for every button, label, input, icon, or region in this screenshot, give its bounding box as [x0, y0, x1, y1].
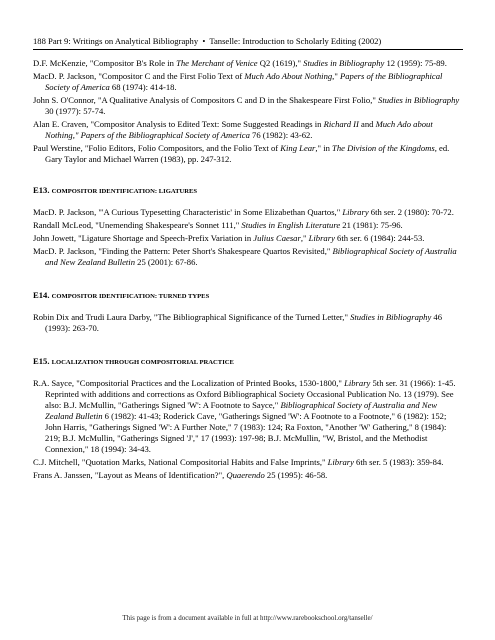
- entry-text: 6th ser. 5 (1983): 359-84.: [353, 457, 444, 467]
- entry-text: MacD. P. Jackson, "'A Curious Typesetting Characteristic' in Some Elizabethan Quartos,": [33, 207, 343, 217]
- entry-text: Frans A. Janssen, "Layout as Means of Identification?",: [33, 470, 227, 480]
- entry-italic-title: Studies in Bibliography: [378, 95, 460, 105]
- bibliography-entry: [33, 378, 463, 455]
- entry-text: 5th ser. 31 (1966): 1-45. Reprinted with additions and corrections as Oxford Bibliographical Society Occasional Publication No. 13 (1979). See also: B.J. McMullin, "Gatherings Signed 'W': A Footnote to Sayce,": [45, 378, 456, 410]
- entry-italic-title: Richard II: [323, 119, 359, 129]
- entry-text: ," in: [315, 143, 333, 153]
- entry-text: 68 (1974): 414-18.: [109, 82, 177, 92]
- intro-entries: [33, 58, 463, 165]
- section-title: LOCALIZATION THROUGH COMPOSITORIAL PRACTICE: [51, 359, 234, 366]
- entry-text: Robin Dix and Trudi Laura Darby, "The Bibliographical Significance of the Turned Letter,": [33, 312, 351, 322]
- entry-italic-title: Bibliographical Society of Australia and New Zealand Bulletin: [45, 400, 438, 421]
- entry-italic-title: Much Ado About Nothing: [244, 71, 333, 81]
- entry-text: Randall McLeod, "Unemending Shakespeare's Sonnet 111,": [33, 220, 242, 230]
- section-heading: [33, 185, 463, 197]
- entry-text: 21 (1981): 75-96.: [340, 220, 403, 230]
- bibliography-entry: [33, 470, 463, 481]
- entry-text: 25 (1995): 46-58.: [264, 470, 328, 480]
- entry-italic-title: The Division of the Kingdoms: [332, 143, 435, 153]
- bibliography-entry: [33, 457, 463, 468]
- entry-italic-title: King Lear: [280, 143, 316, 153]
- entry-text: R.A. Sayce, "Compositorial Practices and the Localization of Printed Books, 1530-1800,": [33, 378, 345, 388]
- entry-italic-title: Library: [344, 378, 371, 388]
- entry-text: John Jowett, "Ligature Shortage and Speech-Prefix Variation in: [33, 233, 254, 243]
- entry-italic-title: Library: [327, 457, 354, 467]
- header-right: Tanselle: Introduction to Scholarly Editing (2002): [209, 36, 382, 46]
- section-title: COMPOSITOR IDENTIFICATION: LIGATURES: [51, 188, 198, 195]
- entry-italic-title: Papers of the Bibliographical Society of America: [45, 71, 443, 92]
- entry-italic-title: The Merchant of Venice: [176, 58, 258, 68]
- bibliography-entry: [33, 246, 463, 268]
- entry-italic-title: Julius Caesar: [253, 233, 301, 243]
- bibliography-entry: [33, 58, 463, 69]
- section-heading: [33, 290, 463, 302]
- entry-italic-title: Library: [342, 207, 369, 217]
- entry-text: 46 (1993): 263-70.: [45, 312, 443, 333]
- bibliography-entry: [33, 220, 463, 231]
- entry-italic-title: Quaerendo: [226, 470, 265, 480]
- entry-text: 30 (1977): 57-74.: [45, 106, 106, 116]
- entry-text: MacD. P. Jackson, "Compositor C and the First Folio Text of: [33, 71, 245, 81]
- bibliography-entry: [33, 233, 463, 244]
- bibliography-entry: [33, 207, 463, 218]
- entry-text: 6 (1982): 41-43; Roderick Cave, "Gatherings Signed 'W': A Footnote to a Footnote," 6 (1982): 152; John Harris, "Gatherings Signed 'W': A Further Note," 7 (1983): 124; Ra Foxton, "Another 'W' Gathering," 8 (1984): 219; B.J. McMullin, "Gatherings Signed 'J'," 17 (1993): 197-98; B.J. McMullin, "W, Bristol, and the Methodist Connexion," 18 (1994): 34-43.: [45, 411, 447, 454]
- entry-text: 6th ser. 2 (1980): 70-72.: [368, 207, 454, 217]
- entry-italic-title: Library: [308, 233, 335, 243]
- entry-text: Alan E. Craven, "Compositor Analysis to Edited Text: Some Suggested Readings in: [33, 119, 324, 129]
- entry-text: John S. O'Connor, "A Qualitative Analysis of Compositors C and D in the Shakespeare First Folio,": [33, 95, 379, 105]
- entry-text: 6th ser. 6 (1984): 244-53.: [334, 233, 425, 243]
- section-title: COMPOSITOR IDENTIFICATION: TURNED TYPES: [51, 293, 210, 300]
- entry-text: , ed. Gary Taylor and Michael Warren (1983), pp. 247-312.: [45, 143, 450, 164]
- section-number: E15.: [33, 356, 50, 366]
- entry-text: D.F. McKenzie, "Compositor B's Role in: [33, 58, 177, 68]
- section-number: E13.: [33, 185, 50, 195]
- entry-text: 76 (1982): 43-62.: [249, 130, 313, 140]
- entry-text: Paul Werstine, "Folio Editors, Folio Compositors, and the Folio Text of: [33, 143, 281, 153]
- bibliography-entry: [33, 312, 463, 334]
- entry-text: 25 (2001): 67-86.: [135, 257, 198, 267]
- entry-text: ,": [300, 233, 309, 243]
- bibliography-entry: [33, 119, 463, 141]
- entry-italic-title: Studies in Bibliography: [303, 58, 385, 68]
- header-left: 188 Part 9: Writings on Analytical Bibliography: [33, 36, 199, 46]
- bibliography-entry: [33, 143, 463, 165]
- section-heading: [33, 356, 463, 368]
- sections: [33, 185, 463, 481]
- entry-text: Q2 (1619),": [257, 58, 304, 68]
- running-header: [33, 36, 463, 50]
- entry-italic-title: Bibliographical Society of Australia and New Zealand Bulletin: [45, 246, 457, 267]
- entry-text: 12 (1959): 75-89.: [384, 58, 447, 68]
- entry-italic-title: Much Ado about Nothing," Papers of the Bibliographical Society of America: [45, 119, 433, 140]
- entry-text: and: [358, 119, 376, 129]
- bibliography-entry: [33, 95, 463, 117]
- entry-text: ,": [332, 71, 340, 81]
- document-page: [33, 36, 463, 483]
- page-footer: This page is from a document available in full at http://www.rarebookschool.org/tanselle/: [122, 614, 373, 622]
- entry-italic-title: Studies in Bibliography: [350, 312, 432, 322]
- entry-text: C.J. Mitchell, "Quotation Marks, National Compositorial Habits and False Imprints,": [33, 457, 328, 467]
- section-number: E14.: [33, 290, 50, 300]
- entry-italic-title: Studies in English Literature: [241, 220, 341, 230]
- bibliography-entry: [33, 71, 463, 93]
- entry-text: MacD. P. Jackson, "Finding the Pattern: Peter Short's Shakespeare Quartos Revisited,": [33, 246, 333, 256]
- header-bullet: •: [202, 36, 206, 46]
